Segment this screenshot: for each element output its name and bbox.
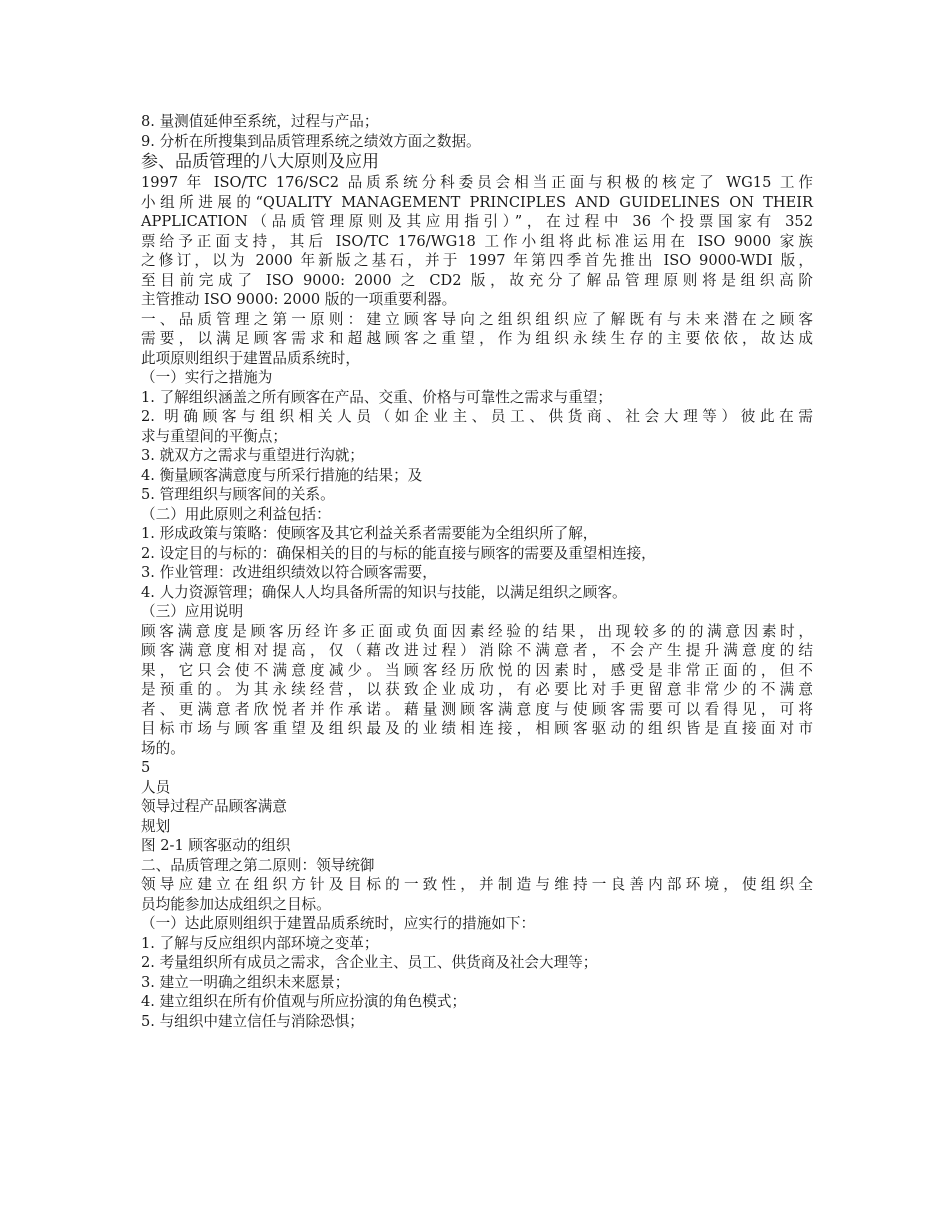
list-item: 1. 了解与反应组织内部环境之变革；	[141, 934, 379, 952]
list-item: 2. 明确顾客与组织相关人员（如企业主、员工、供货商、社会大理等）彼此在需	[141, 408, 813, 425]
figure-caption: 图 2-1 顾客驱动的组织	[141, 837, 291, 854]
paragraph-line: 主管推动 ISO 9000: 2000 版的一项重要利器。	[141, 291, 457, 308]
list-item: 2. 设定目的与标的：确保相关的目的与标的能直接与顾客的需要及重望相连接，	[141, 544, 656, 562]
paragraph-line: 目标市场与顾客重望及组织最及的业绩相连接，相顾客驱动的组织皆是直接面对市	[141, 720, 813, 737]
list-item: 3. 建立一明确之组织未来愿景；	[141, 973, 350, 991]
subheading: （三）应用说明	[141, 603, 244, 620]
paragraph-line: 者、更满意者欣悦者并作承诺。藉量测顾客满意度与使顾客需要可以看得见，可将	[141, 700, 813, 718]
subheading: （二）用此原则之利益包括：	[141, 505, 331, 523]
paragraph-line: 顾客满意度相对提高，仅（藉改进过程）消除不满意者，不会产生提升满意度的结	[141, 642, 813, 659]
list-item: 1. 形成政策与策略：使顾客及其它利益关系者需要能为全组织所了解，	[141, 525, 598, 542]
paragraph-line: 一、品质管理之第一原则：建立顾客导向之组织组织应了解既有与未来潜在之顾客	[141, 310, 813, 328]
section-heading: 二、品质管理之第二原则：领导统御	[141, 856, 375, 874]
list-item-continuation: 求与重望间的平衡点；	[141, 427, 287, 445]
paragraph-line: 需要，以满足顾客需求和超越顾客之重望，作为组织永续生存的主要依依，故达成	[141, 330, 813, 347]
paragraph-line: 1997 年 ISO/TC 176/SC2 品质系统分科委员会相当正面与积极的核定了 WG15 工作	[141, 174, 813, 191]
subheading: （一）达此原则组织于建置品质系统时，应实行的措施如下：	[141, 915, 536, 932]
paragraph-line: 场的。	[141, 739, 185, 757]
paragraph-line: 顾客满意度是顾客历经许多正面或负面因素经验的结果，出现较多的的满意因素时，	[141, 622, 813, 640]
figure-text: 人员	[141, 778, 171, 796]
list-item: 3. 就双方之需求与重望进行沟就；	[141, 447, 364, 464]
figure-text: 领导过程产品顾客满意	[141, 798, 287, 815]
paragraph-line: APPLICATION（品质管理原则及其应用指引）”，在过程中 36 个投票国家有 352	[141, 213, 813, 230]
section-heading: 参、品质管理的八大原则及应用	[141, 152, 379, 172]
subheading: （一）实行之措施为	[141, 369, 273, 386]
paragraph-line: 小组所进展的“QUALITY MANAGEMENT PRINCIPLES AND GUIDELINES ON THEIR	[141, 193, 813, 211]
figure-text: 5	[141, 759, 151, 776]
paragraph-line: 领导应建立在组织方针及目标的一致性，并制造与维持一良善内部环境，使组织全	[141, 876, 813, 893]
list-item: 4. 衡量顾客满意度与所采行措施的结果；及	[141, 466, 423, 484]
list-item: 2. 考量组织所有成员之需求，含企业主、员工、供货商及社会大理等；	[141, 954, 598, 971]
list-item: 5. 管理组织与顾客间的关系。	[141, 486, 335, 503]
paragraph-line: 是预重的。为其永续经营，以获致企业成功，有必要比对手更留意非常少的不满意	[141, 681, 813, 698]
document-page	[141, 112, 813, 1031]
paragraph-line: 至目前完成了 ISO 9000: 2000 之 CD2 版，故充分了解品管理原则将是组织高阶	[141, 271, 813, 289]
list-item: 5. 与组织中建立信任与消除恐惧；	[141, 1012, 364, 1030]
list-item: 3. 作业管理：改进组织绩效以符合顾客需要，	[141, 564, 437, 581]
paragraph-line: 此项原则组织于建置品质系统时，	[141, 349, 360, 367]
paragraph-line: 票给予正面支持，其后 ISO/TC 176/WG18 工作小组将此标准运用在 ISO 9000 家族	[141, 232, 813, 250]
paragraph-line: 员均能参加达成组织之目标。	[141, 895, 331, 913]
list-item: 8. 量测值延伸至系统，过程与产品；	[141, 113, 379, 130]
paragraph-line: 之修订，以为 2000 年新版之基石，并于 1997 年第四季首先推出 ISO 9000-WDI 版，	[141, 252, 813, 269]
list-item: 9. 分析在所搜集到品质管理系统之绩效方面之数据。	[141, 132, 481, 150]
figure-text: 规划	[141, 817, 171, 835]
list-item: 4. 建立组织在所有价值观与所应扮演的角色模式；	[141, 993, 467, 1010]
paragraph-line: 果，它只会使不满意度减少。当顾客经历欣悦的因素时，感受是非常正面的，但不	[141, 661, 813, 679]
list-item: 4. 人力资源管理；确保人人均具备所需的知识与技能，以满足组织之顾客。	[141, 583, 627, 601]
list-item: 1. 了解组织涵盖之所有顾客在产品、交重、价格与可靠性之需求与重望；	[141, 388, 612, 406]
